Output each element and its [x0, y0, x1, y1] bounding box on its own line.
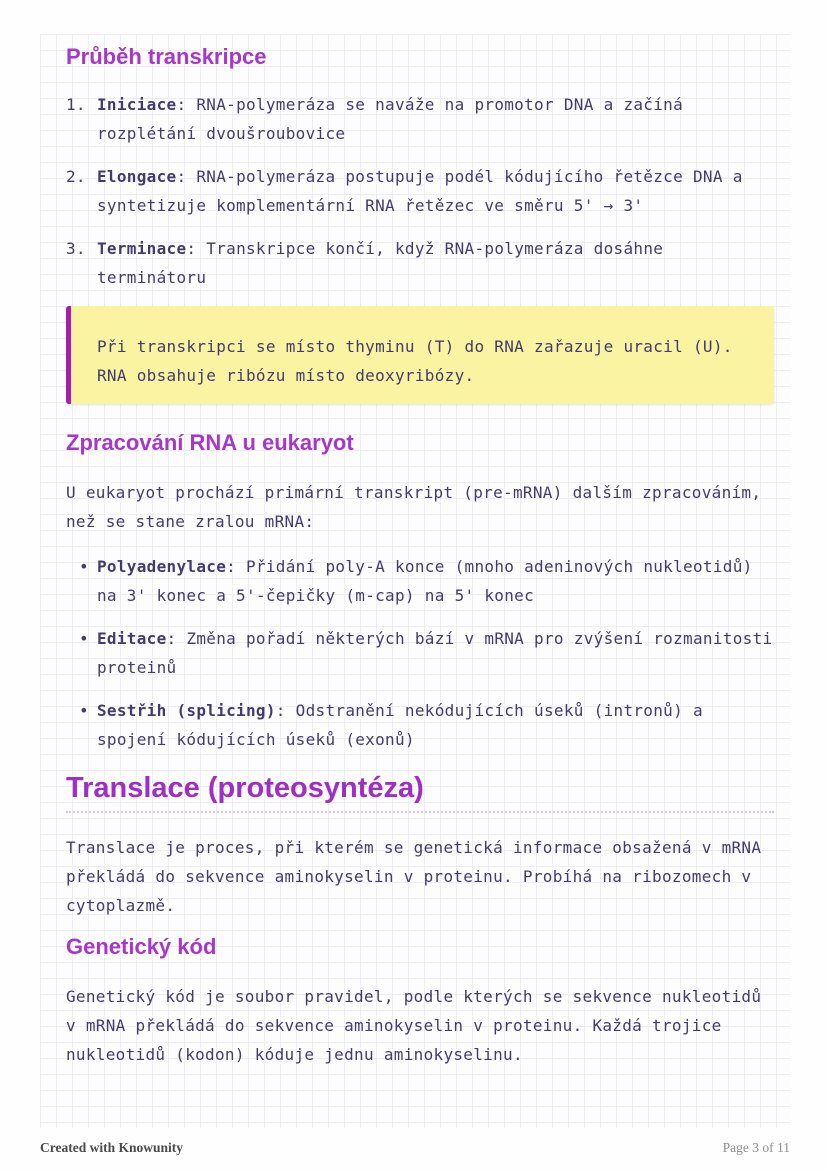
bullet-marker: • [79, 557, 89, 576]
number-marker: 2. [66, 167, 86, 186]
highlight-callout [66, 306, 774, 404]
list-item [66, 624, 774, 682]
section-title-prubeh-transkripce: Průběh transkripce [66, 44, 267, 69]
page-footer [40, 1140, 790, 1156]
bullet-marker: • [79, 701, 89, 720]
list-item-text: Elongace: RNA-polymeráza postupuje podél kódujícího řetězce DNA a syntetizuje komplementární RNA řetězec ve směru 5' → 3' [97, 167, 743, 215]
paragraph-zpracovani-intro: U eukaryot prochází primární transkript (pre-mRNA) dalším zpracováním, než se stane zralou mRNA: [66, 483, 762, 531]
list-item-term: Elongace [97, 167, 177, 186]
section-title-geneticky-kod: Genetický kód [66, 934, 217, 959]
list-item [66, 234, 774, 292]
ordered-list-transcription-steps [66, 90, 774, 292]
list-item [66, 696, 774, 754]
number-marker: 1. [66, 95, 86, 114]
number-marker: 3. [66, 239, 86, 258]
footer-branding: Created with Knowunity [40, 1140, 184, 1155]
list-item-text: Editace: Změna pořadí některých bází v mRNA pro zvýšení rozmanitosti proteinů [97, 629, 773, 677]
callout-text: Při transkripci se místo thyminu (T) do RNA zařazuje uracil (U). RNA obsahuje ribózu místo deoxyribózy. [97, 337, 733, 385]
list-item [66, 552, 774, 610]
list-item [66, 162, 774, 220]
grid-paper-page [40, 34, 790, 1128]
list-item-text: Iniciace: RNA-polymeráza se naváže na promotor DNA a začíná rozplétání dvoušroubovice [97, 95, 684, 143]
paragraph-geneticky-kod: Genetický kód je soubor pravidel, podle kterých se sekvence nukleotidů v mRNA překládá do sekvence aminokyselin v proteinu. Každá trojice nukleotidů (kodon) kóduje jednu aminokyselinu. [66, 987, 762, 1064]
list-item-term: Terminace [97, 239, 187, 258]
list-item-term: Iniciace [97, 95, 177, 114]
bullet-marker: • [79, 629, 89, 648]
bulleted-list-rna-processing [66, 552, 774, 754]
list-item-term: Editace [97, 629, 167, 648]
list-item [66, 90, 774, 148]
list-item-text: Sestřih (splicing): Odstranění nekódujících úseků (intronů) a spojení kódujících úseků (exonů) [97, 701, 703, 749]
list-item-term: Sestřih (splicing) [97, 701, 276, 720]
paragraph-translace: Translace je proces, při kterém se genetická informace obsažená v mRNA překládá do sekvence aminokyselin v proteinu. Probíhá na ribozomech v cytoplazmě. [66, 838, 762, 915]
list-item-term: Polyadenylace [97, 557, 227, 576]
list-item-text: Polyadenylace: Přidání poly-A konce (mnoho adeninových nukleotidů) na 3' konec a 5'-čepičky (m-cap) na 5' konec [97, 557, 753, 605]
section-title-zpracovani-rna: Zpracování RNA u eukaryot [66, 430, 354, 455]
list-item-text: Terminace: Transkripce končí, když RNA-polymeráza dosáhne terminátoru [97, 239, 664, 287]
page-number: Page 3 of 11 [722, 1140, 790, 1155]
page-title-translace: Translace (proteosyntéza) [66, 772, 774, 813]
